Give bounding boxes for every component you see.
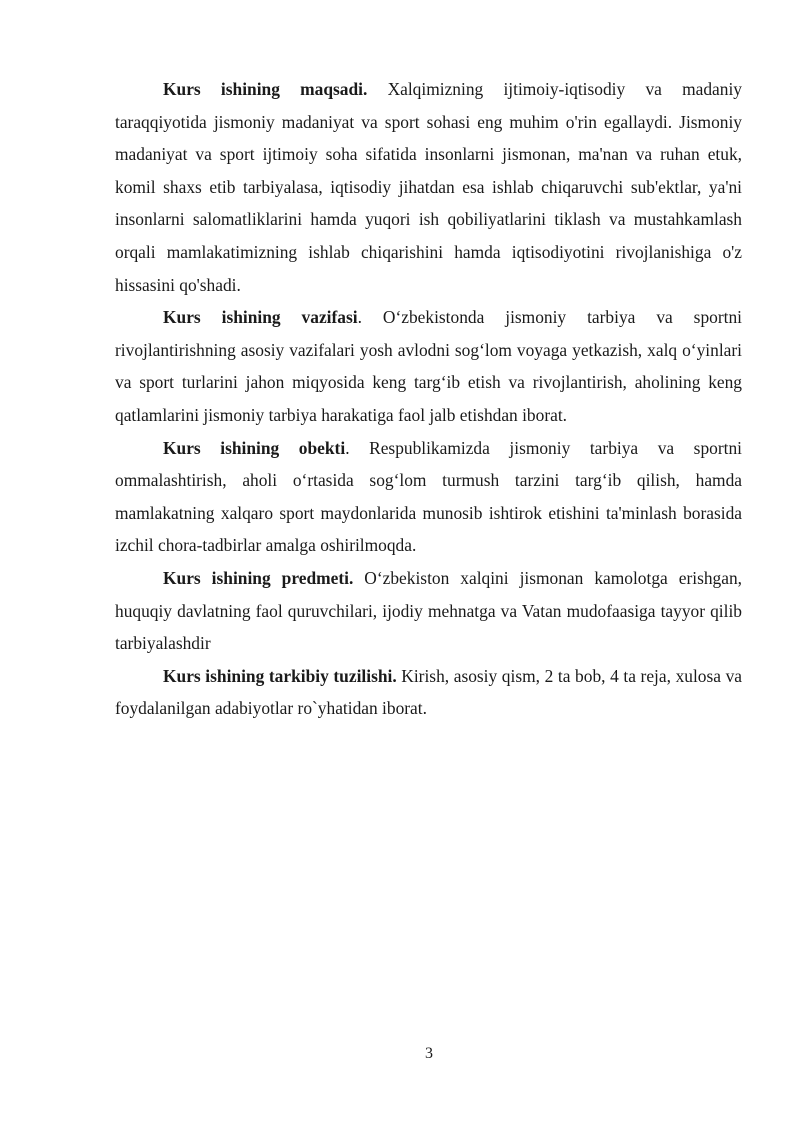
paragraph-text: Kirish, asosiy qism, 2 ta bob, 4 ta reja, xulosa va foydalanilgan adabiyotlar ro`yhatidan iborat.	[115, 665, 742, 719]
paragraph-text: . O‘zbekistonda jismoniy tarbiya va sportni rivojlantirishning asosiy vazifalari yosh avlodni sog‘lom voyaga yetkazish, xalq o‘yinlari va sport turlarini jahon miqyosida keng targ‘ib etish va rivojlantirish, aholining keng qatlamlarini jismoniy tarbiya harakatiga faol jalb etishdan iborat.	[115, 307, 742, 425]
paragraph-text: Xalqimizning ijtimoiy-iqtisodiy va madaniy taraqqiyotida jismoniy madaniyat va sport sohasi eng muhim o'rin egallaydi. Jismoniy madaniyat va sport ijtimoiy soha sifatida insonlarni jismonan, ma'nan va ruhan etuk, komil shaxs etib tarbiyalasa, iqtisodiy jihatdan esa ishlab chiqaruvchi sub'ektlar, ya'ni insonlarni salomatliklarini hamda yuqori ish qobiliyatlarini tiklash va mustahkamlash orqali mamlakatimizning ishlab chiqarishini hamda iqtisodiyotini rivojlanishiga o'z hissasini qo'shadi.	[115, 79, 742, 295]
paragraph-text: O‘zbekiston xalqini jismonan kamolotga erishgan, huquqiy davlatning faol quruvchilari, ijodiy mehnatga va Vatan mudofaasiga tayyor qilib tarbiyalashdir	[115, 567, 742, 654]
paragraph-heading: Kurs ishining obekti	[163, 437, 346, 458]
page-number: 3	[425, 1045, 433, 1062]
paragraph-obekti	[115, 432, 742, 562]
paragraph-text: . Respublikamizda jismoniy tarbiya va sportni ommalashtirish, aholi o‘rtasida sog‘lom turmush tarzini targ‘ib qilish, hamda mamlakatning xalqaro sport maydonlarida munosib ishtirok etishini ta'minlash borasida izchil chora-tadbirlar amalga oshirilmoqda.	[115, 437, 742, 556]
paragraph-predmeti	[115, 562, 742, 660]
paragraph-vazifasi	[115, 301, 742, 431]
paragraph-heading: Kurs ishining vazifasi	[163, 307, 358, 328]
paragraph-maqsadi	[115, 73, 742, 301]
paragraph-heading: Kurs ishining predmeti.	[163, 567, 354, 588]
paragraph-heading: Kurs ishining maqsadi.	[163, 79, 368, 99]
paragraph-heading: Kurs ishining tarkibiy tuzilishi.	[163, 665, 397, 686]
body-text	[115, 73, 742, 725]
paragraph-tuzilishi	[115, 660, 742, 725]
